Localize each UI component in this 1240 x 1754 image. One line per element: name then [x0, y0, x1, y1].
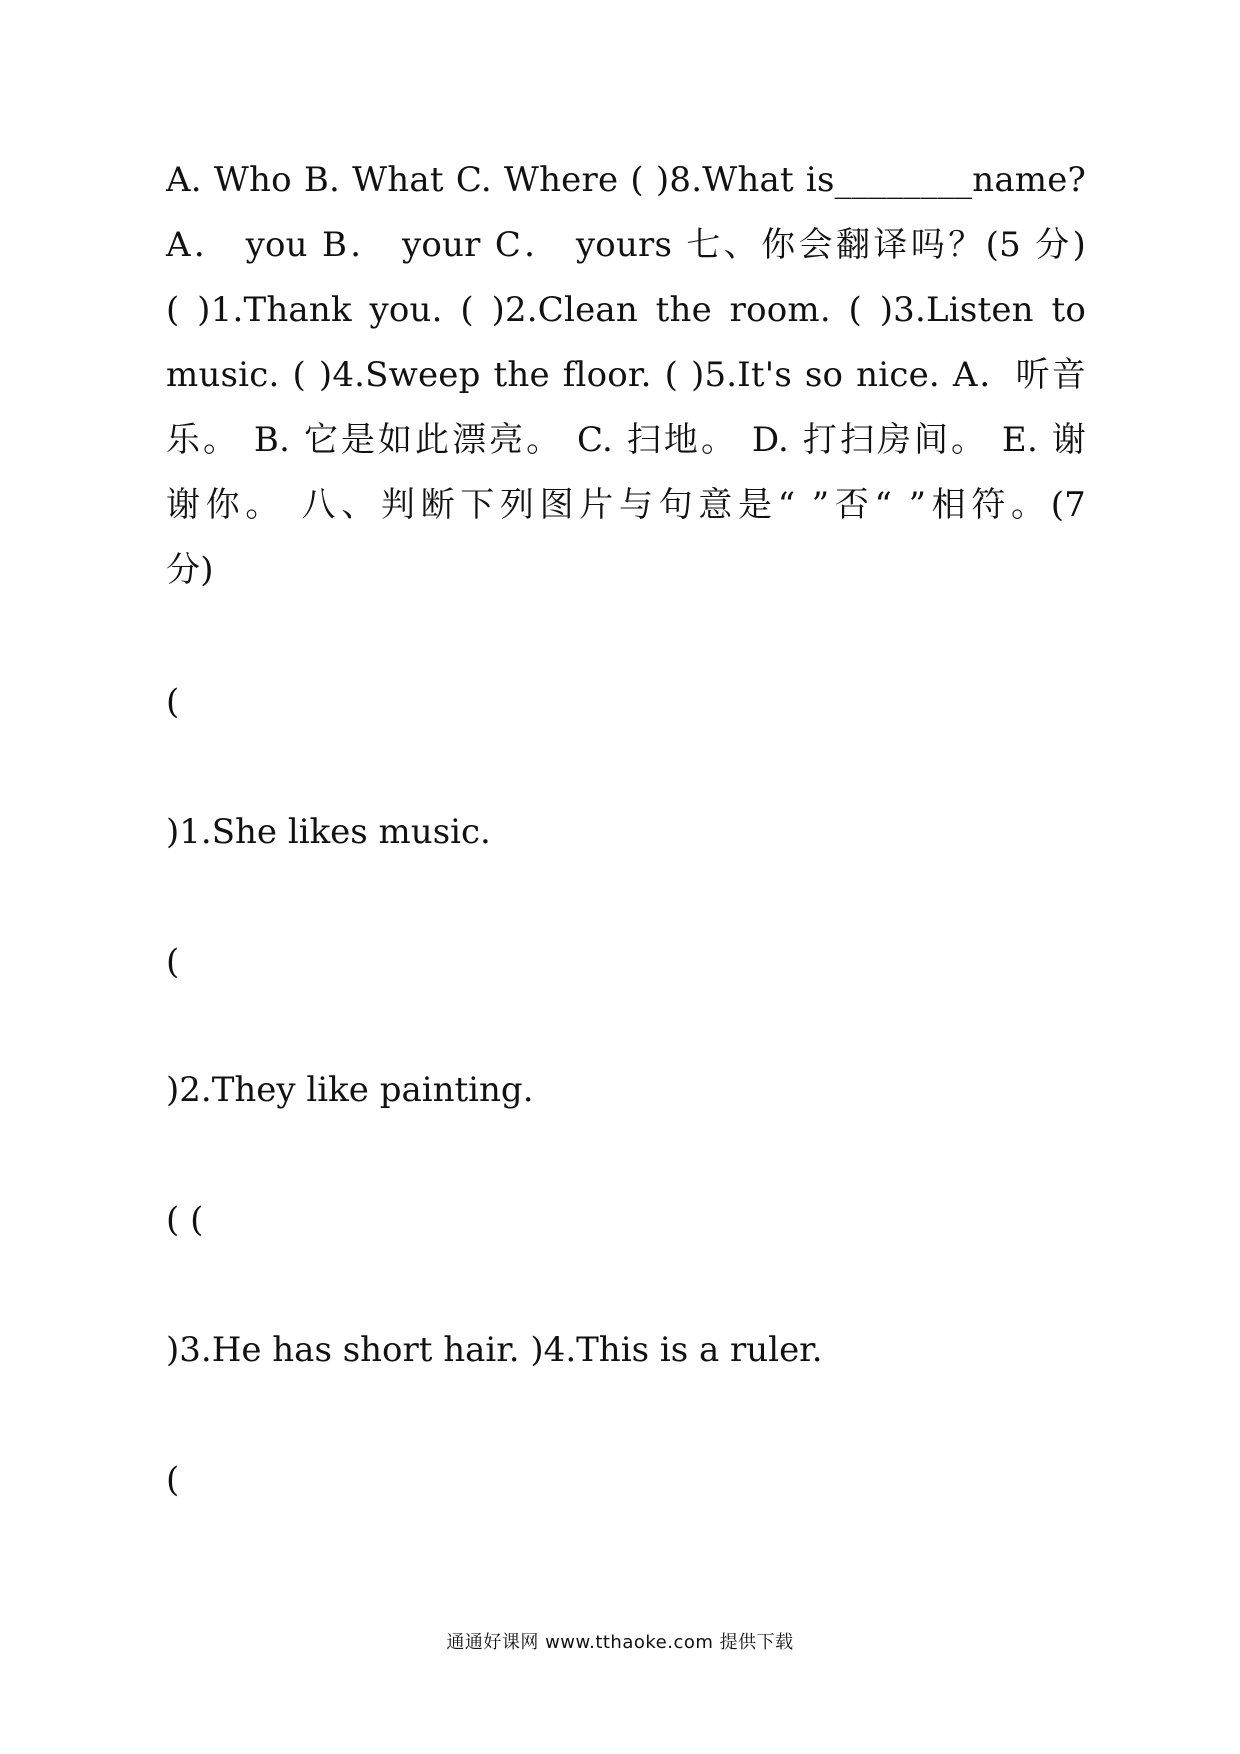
answer-paren: (: [166, 682, 180, 722]
text-line: ( )1.Thank you. ( )2.Clean the room. ( )3.Listen to: [166, 290, 1086, 330]
text-line: 分): [166, 550, 214, 590]
answer-paren: (: [166, 942, 180, 982]
judgement-item-1: )1.She likes music.: [166, 812, 491, 852]
text-line: music. ( )4.Sweep the floor. ( )5.It's so nice. A．听音: [166, 355, 1086, 395]
text-line: 乐。 B. 它是如此漂亮。 C. 扫地。 D. 打扫房间。 E. 谢: [166, 420, 1086, 460]
answer-paren: (: [166, 1460, 180, 1500]
question-text-block: [166, 148, 1086, 603]
text-line: 谢你。 八、判断下列图片与句意是“ ”否“ ”相符。(7: [166, 485, 1086, 525]
page-footer: 通通好课网 www.tthaoke.com 提供下载: [446, 1632, 794, 1653]
text-line: A． you B． your C． yours 七、你会翻译吗？(5 分): [166, 225, 1086, 265]
judgement-item-3-4: )3.He has short hair. )4.This is a ruler.: [166, 1330, 823, 1370]
answer-paren: ( (: [166, 1200, 204, 1240]
text-line: A. Who B. What C. Where ( )8.What is________name?: [166, 160, 1086, 200]
judgement-item-2: )2.They like painting.: [166, 1070, 534, 1110]
